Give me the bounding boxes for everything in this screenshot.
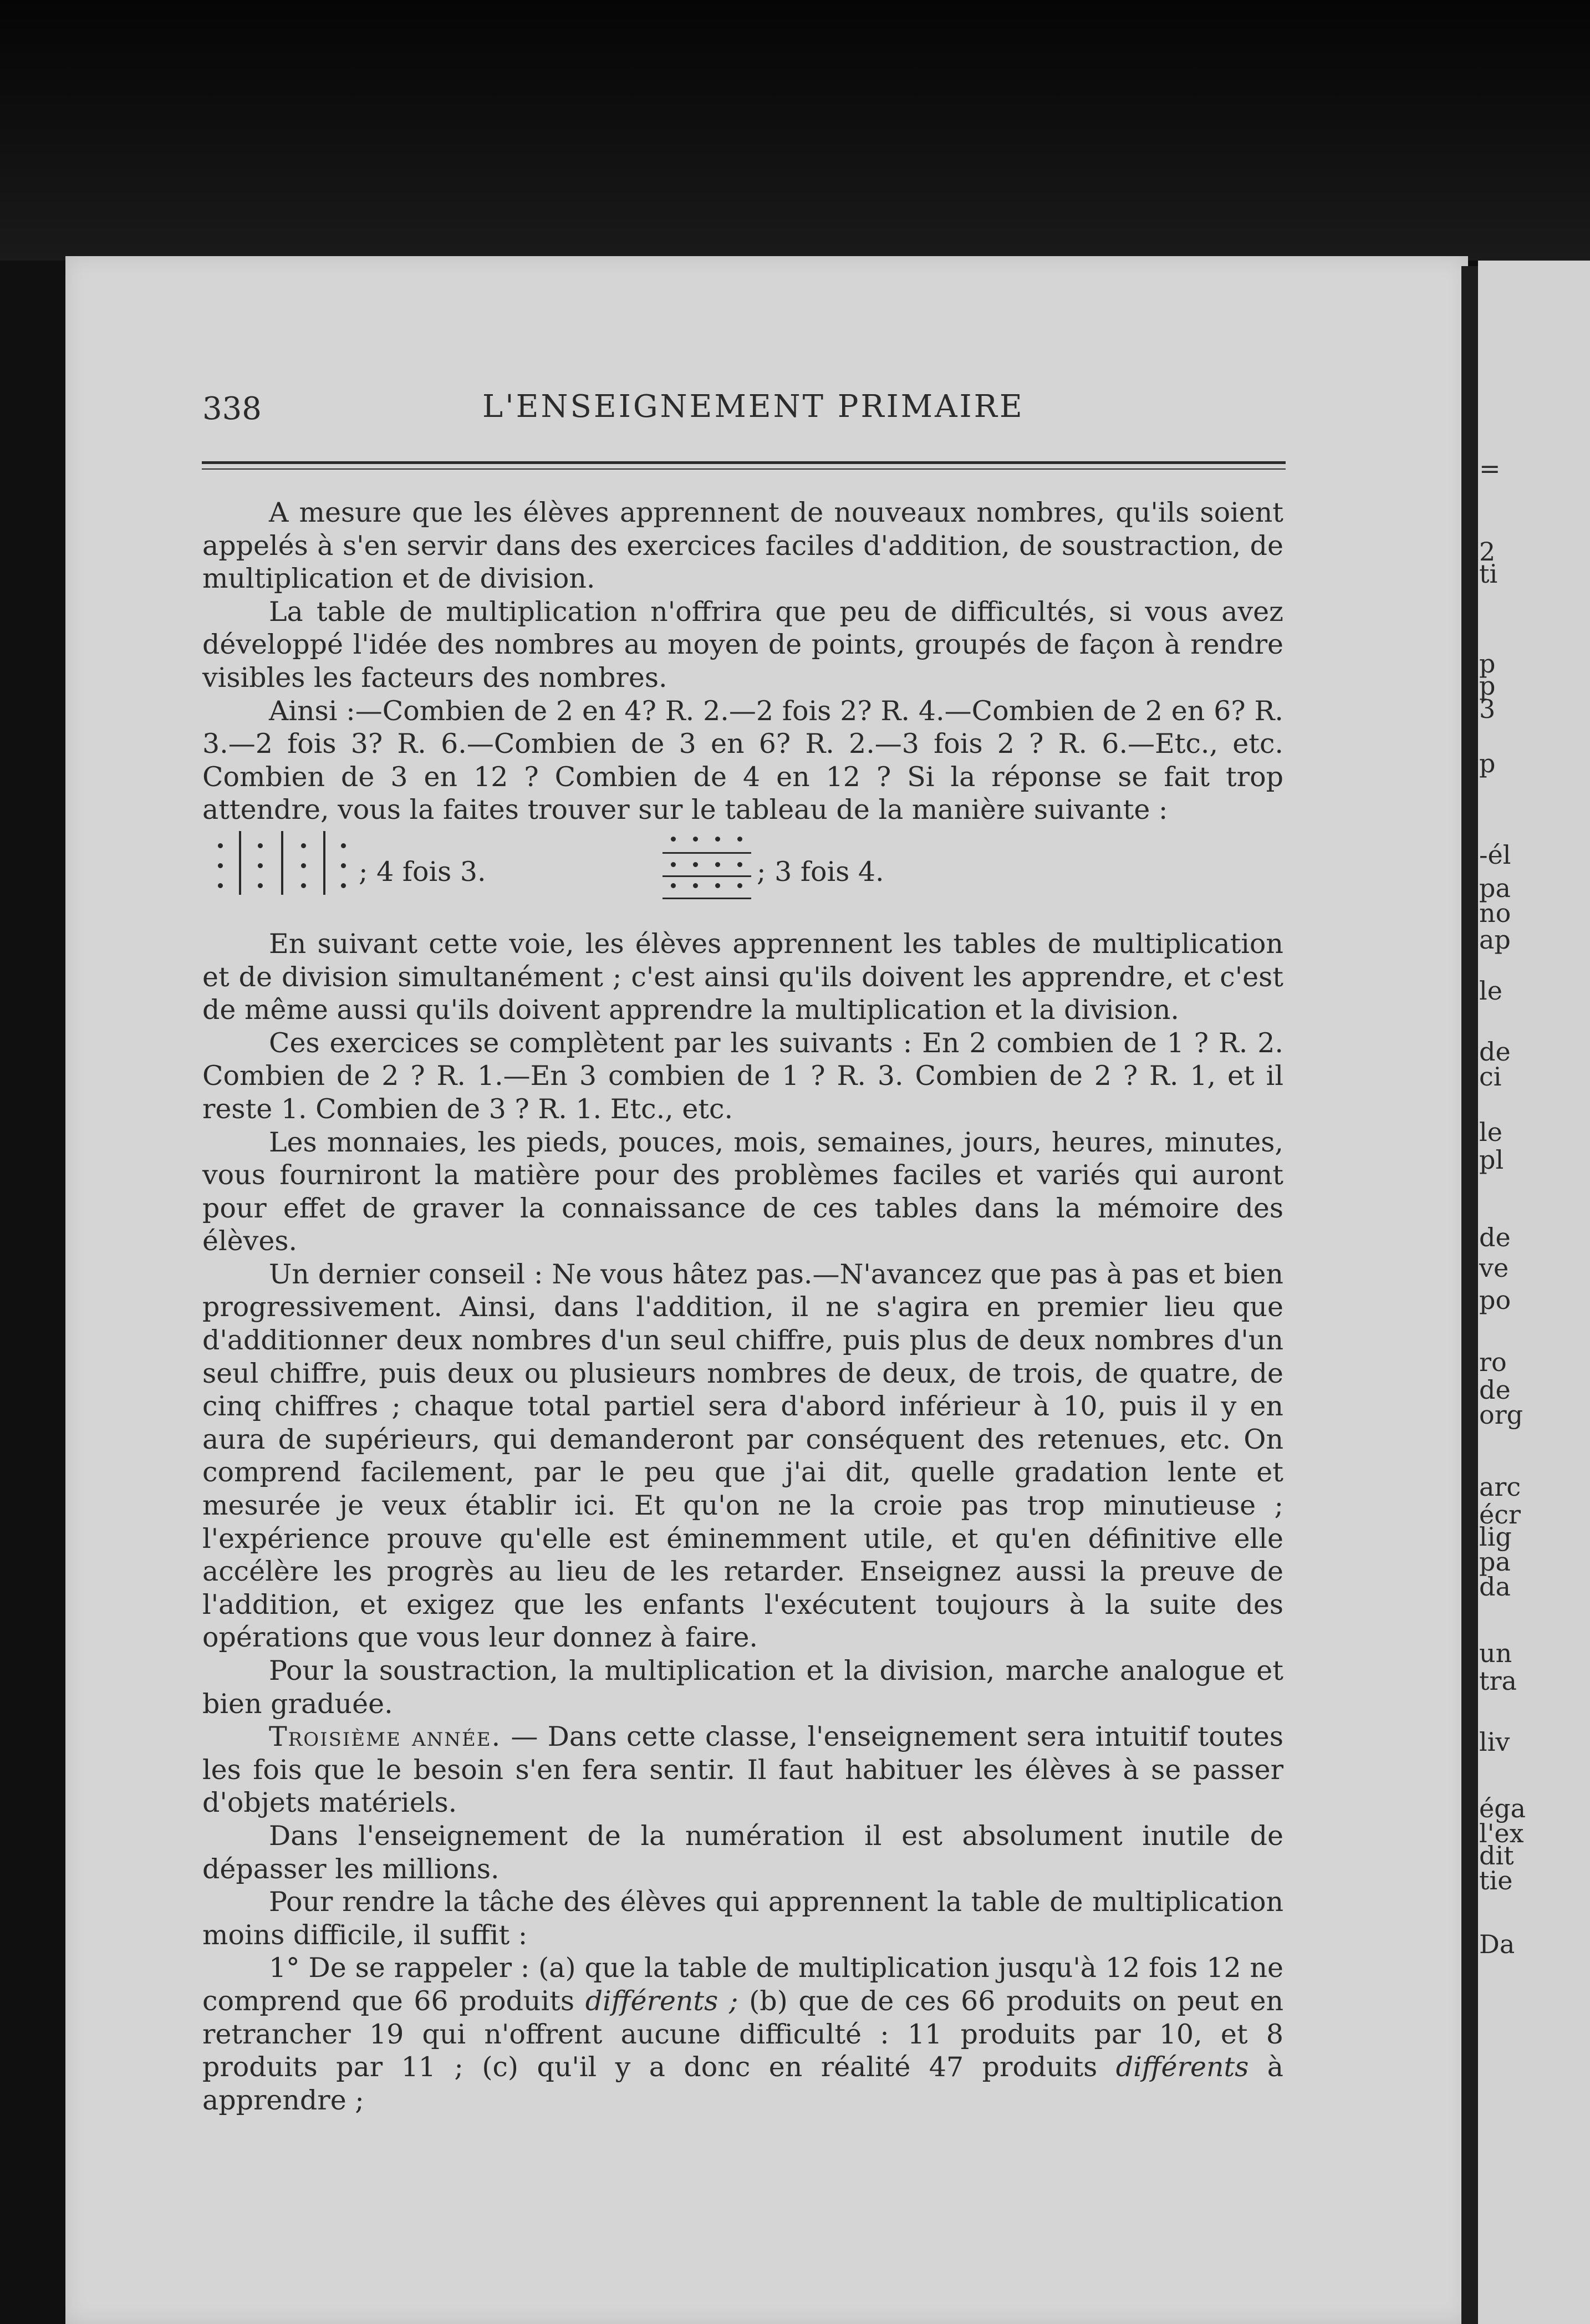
dot [301,883,306,888]
facing-page-fragment: ve [1479,1253,1509,1283]
dot [671,883,676,888]
header-rule-thin [202,468,1286,470]
facing-page-fragment: un [1479,1638,1512,1668]
facing-page-fragment: éga [1479,1793,1526,1823]
separator-line [662,898,751,899]
dot [258,883,263,888]
paragraph-text: à apprendre ; [202,2051,1283,2116]
figure-label-left: ; 4 fois 3. [359,855,486,888]
paragraph: Ainsi :—Combien de 2 en 4? R. 2.—2 fois 2? R. 4.—Combien de 2 en 6? R. 3.—2 fois 3? R. 6.—Combien de 3 en 6? R. 2.—3 fois 2 ? R. 6.—Etc., etc. Combien de 3 en 12 ? Combien de 4 en 12 ? Si la réponse se fait trop attendre, vous la faites trouver sur le tableau de la manière suivante : [202,695,1283,826]
facing-page-fragment: pl [1479,1145,1504,1175]
emphasis: différents ; [585,1985,738,2017]
facing-page-fragment: de [1479,1375,1511,1405]
facing-page-fragment: de [1479,1222,1511,1252]
separator-bar [281,831,283,895]
facing-page-fragment: le [1479,1117,1502,1147]
facing-page-fragment: da [1479,1572,1511,1602]
paragraph: Les monnaies, les pieds, pouces, mois, semaines, jours, heures, minutes, vous fourniront la matière pour des problèmes faciles et variés qui auront pour effet de graver la connaissance de ces tables dans la mémoire des élèves. [202,1126,1283,1257]
separator-bar [323,831,325,895]
dot [258,843,263,848]
paragraph-text: (b) que de ces 66 produits on peut en retrancher 19 qui n'offrent aucune difficulté : 11 produits par 10, et 8 produits par 11 ; (c) qu'il y a donc en réalité 47 produits [202,1985,1284,2083]
dot [341,883,346,888]
next-page-edge [1478,261,1590,2324]
section-heading: Troisième année. [269,1721,502,1753]
facing-page-fragment: liv [1479,1727,1510,1757]
figure-label-right: ; 3 fois 4. [757,855,884,888]
emphasis: différents [1115,2051,1249,2083]
dot [218,883,223,888]
facing-page-fragment: de [1479,1037,1511,1067]
scan-background-top [0,0,1590,261]
dot [671,862,676,867]
dot [715,837,720,842]
facing-page-fragment: po [1479,1285,1511,1315]
dot [737,837,742,842]
page-number: 338 [202,391,262,427]
facing-page-fragment: 3 [1479,694,1496,724]
facing-page-fragment: ro [1479,1347,1507,1377]
multiplication-dot-figure [202,831,1283,915]
page-gutter [1461,266,1478,2324]
facing-page-fragment: écr [1479,1500,1521,1530]
dot [737,862,742,867]
dot [218,843,223,848]
facing-page-fragment: l'ex [1479,1818,1524,1848]
facing-page-fragment: ap [1479,925,1511,955]
dot [301,863,306,868]
facing-page-fragment: pa [1479,873,1511,903]
dot [737,883,742,888]
facing-page-fragment: org [1479,1400,1523,1430]
facing-page-fragment: dit [1479,1841,1514,1871]
dot [715,883,720,888]
facing-page-fragment: p [1479,649,1496,679]
paragraph [202,1720,1283,1820]
facing-page-fragment: ci [1479,1062,1502,1092]
facing-page-fragment: p [1479,748,1496,778]
facing-page-fragment: tra [1479,1666,1517,1696]
paragraph: Pour rendre la tâche des élèves qui apprennent la table de multiplication moins difficile, il suffit : [202,1886,1283,1951]
paragraph-text: 1° De se rappeler : (a) que la table de multiplication jusqu'à 12 fois 12 ne comprend que 66 produits [202,1952,1283,2017]
dot [671,837,676,842]
facing-page-fragment: pa [1479,1547,1511,1577]
facing-page-fragment: 2 [1479,537,1496,567]
facing-page-fragment: p [1479,671,1496,701]
dot [341,843,346,848]
separator-bar [239,831,241,895]
facing-page-fragment: lig [1479,1522,1512,1552]
paragraph: Pour la soustraction, la multiplication et la division, marche analogue et bien graduée. [202,1655,1283,1720]
running-head: L'ENSEIGNEMENT PRIMAIRE [482,389,1025,425]
facing-page-fragment: ti [1479,559,1498,589]
facing-page-fragment: -él [1479,840,1511,870]
paragraph: Dans l'enseignement de la numération il est absolument inutile de dépasser les millions. [202,1820,1283,1885]
page-header [0,391,1590,430]
dot [341,863,346,868]
paragraph: La table de multiplication n'offrira que peu de difficultés, si vous avez développé l'idée des nombres au moyen de points, groupés de façon à rendre visibles les facteurs des nombres. [202,595,1283,694]
paragraph-text: — Dans cette classe, l'enseignement sera intuitif toutes les fois que le besoin s'en fera sentir. Il faut habituer les élèves à se passer d'objets matériels. [202,1721,1284,1819]
scan-background-left [0,261,65,2324]
dot [693,883,698,888]
separator-line [662,852,751,854]
header-rule [202,461,1286,464]
dot [693,837,698,842]
facing-page-fragment: tie [1479,1866,1513,1895]
facing-page-fragment: no [1479,898,1511,928]
page-body [202,496,1283,2117]
paragraph: A mesure que les élèves apprennent de nouveaux nombres, qu'ils soient appelés à s'en servir dans des exercices faciles d'addition, de soustraction, de multiplication et de division. [202,497,1283,595]
dot [301,843,306,848]
dot [715,862,720,867]
separator-line [662,875,751,877]
paragraph [202,1951,1283,2117]
facing-page-fragment: le [1479,976,1502,1006]
paragraph: En suivant cette voie, les élèves apprennent les tables de multiplication et de division simultanément ; c'est ainsi qu'ils doivent les apprendre, et c'est de même aussi qu'ils doivent apprendre la multiplication et la division. [202,927,1283,1026]
facing-page-fragment: = [1479,453,1501,483]
dot [693,862,698,867]
facing-page-fragment: Da [1479,1929,1515,1959]
dot [258,863,263,868]
dot [218,863,223,868]
facing-page-fragment: arc [1479,1472,1521,1502]
paragraph: Ces exercices se complètent par les suivants : En 2 combien de 1 ? R. 2. Combien de 2 ? R. 1.—En 3 combien de 1 ? R. 3. Combien de 2 ? R. 1, et il reste 1. Combien de 3 ? R. 1. Etc., etc. [202,1027,1283,1125]
paragraph: Un dernier conseil : Ne vous hâtez pas.—N'avancez que pas à pas et bien progressivement. Ainsi, dans l'addition, il ne s'agira en premier lieu que d'additionner deux nombres d'un seul chiffre, puis plus de deux nombres d'un seul chiffre, puis deux ou plusieurs nombres de deux, de trois, de quatre, de cinq chiffres ; chaque total partiel sera d'abord inférieur à 10, puis il y en aura de supérieurs, qui demanderont par conséquent des retenues, etc. On comprend facilement, par le peu que j'ai dit, quelle gradation lente et mesurée je veux établir ici. Et qu'on ne la croie pas trop minutieuse ; l'expérience prouve qu'elle est éminemment utile, et qu'en définitive elle accélère les progrès au lieu de les retarder. Enseignez aussi la preuve de l'addition, et exigez que les enfants l'exécutent toujours à la suite des opérations que vous leur donnez à faire. [202,1258,1283,1654]
